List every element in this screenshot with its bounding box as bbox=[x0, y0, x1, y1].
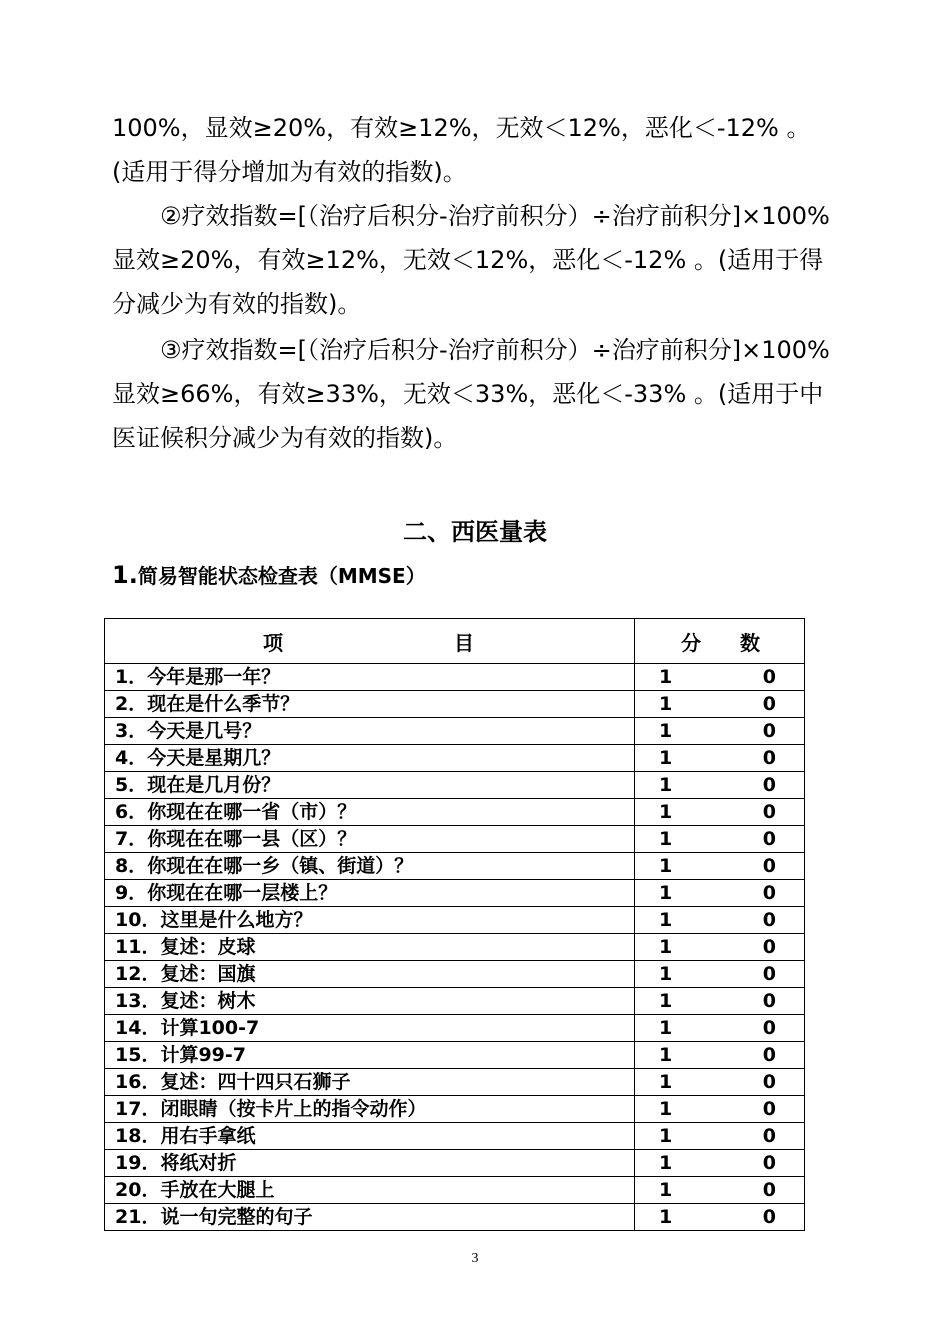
score-zero: 0 bbox=[762, 936, 776, 958]
header-score-char-1: 分 bbox=[681, 630, 701, 655]
item-text: 16．复述：四十四只石狮子 bbox=[115, 1071, 351, 1093]
table-row-item bbox=[105, 691, 634, 718]
score-one: 1 bbox=[659, 693, 673, 715]
header-item-char-2: 目 bbox=[454, 630, 474, 655]
item-text: 20．手放在大腿上 bbox=[115, 1179, 275, 1201]
table-row-item bbox=[105, 853, 634, 880]
section-title: 二、西医量表 bbox=[403, 518, 547, 546]
header-item-cell bbox=[105, 619, 635, 664]
score-one: 1 bbox=[659, 1152, 673, 1174]
table-title-number: 1. bbox=[112, 561, 138, 589]
score-one: 1 bbox=[659, 936, 673, 958]
table-row-item bbox=[105, 1096, 634, 1123]
score-one: 1 bbox=[659, 1179, 673, 1201]
score-one: 1 bbox=[659, 747, 673, 769]
item-text: 11．复述：皮球 bbox=[115, 936, 256, 958]
score-zero: 0 bbox=[762, 774, 776, 796]
score-one: 1 bbox=[659, 1071, 673, 1093]
table-row-scores bbox=[635, 691, 804, 718]
score-one: 1 bbox=[659, 855, 673, 877]
score-zero: 0 bbox=[762, 801, 776, 823]
mmse-table bbox=[104, 618, 805, 1231]
table-row-item bbox=[105, 988, 634, 1015]
item-text: 15．计算99-7 bbox=[115, 1044, 246, 1066]
table-row-scores bbox=[635, 1015, 804, 1042]
item-text: 5．现在是几月份？ bbox=[115, 774, 281, 796]
table-row-item bbox=[105, 718, 634, 745]
table-row-scores bbox=[635, 772, 804, 799]
score-one: 1 bbox=[659, 1125, 673, 1147]
score-zero: 0 bbox=[762, 666, 776, 688]
score-zero: 0 bbox=[762, 1044, 776, 1066]
table-row-scores bbox=[635, 718, 804, 745]
page-number: 3 bbox=[471, 1251, 479, 1266]
score-zero: 0 bbox=[762, 855, 776, 877]
score-one: 1 bbox=[659, 720, 673, 742]
item-text: 4．今天是星期几？ bbox=[115, 747, 281, 769]
item-text: 8．你现在在哪一乡（镇、街道）？ bbox=[115, 855, 414, 877]
score-one: 1 bbox=[659, 801, 673, 823]
item-text: 17．闭眼睛（按卡片上的指令动作） bbox=[115, 1098, 427, 1120]
score-one: 1 bbox=[659, 1098, 673, 1120]
table-row-item bbox=[105, 772, 634, 799]
score-one: 1 bbox=[659, 990, 673, 1012]
table-row-item bbox=[105, 934, 634, 961]
paragraph-efficacy-1: 100%，显效≥20%，有效≥12%，无效＜12%，恶化＜-12% 。(适用于得分增加为有效的指数)。 bbox=[112, 114, 811, 186]
score-zero: 0 bbox=[762, 882, 776, 904]
table-row-item bbox=[105, 664, 634, 691]
item-text: 9．你现在在哪一层楼上？ bbox=[115, 882, 338, 904]
score-zero: 0 bbox=[762, 909, 776, 931]
header-item-char-1: 项 bbox=[263, 630, 283, 655]
table-row-item bbox=[105, 1123, 634, 1150]
table-row-item bbox=[105, 1177, 634, 1204]
table-row-item bbox=[105, 907, 634, 934]
item-text: 13．复述：树木 bbox=[115, 990, 256, 1012]
score-zero: 0 bbox=[762, 1179, 776, 1201]
table-row-scores bbox=[635, 1042, 804, 1069]
table-row-scores bbox=[635, 1177, 804, 1204]
paragraph-efficacy-3: ③疗效指数=[（治疗后积分-治疗前积分）÷治疗前积分]×100%显效≥66%，有效≥33%，无效＜33%，恶化＜-33% 。(适用于中医证候积分减少为有效的指数)。 bbox=[112, 336, 830, 452]
header-score-cell bbox=[635, 619, 805, 664]
table-row-scores bbox=[635, 1150, 804, 1177]
score-zero: 0 bbox=[762, 1017, 776, 1039]
score-zero: 0 bbox=[762, 1098, 776, 1120]
paragraph-efficacy-2: ②疗效指数=[（治疗后积分-治疗前积分）÷治疗前积分]×100%显效≥20%，有效≥12%，无效＜12%，恶化＜-12% 。(适用于得分减少为有效的指数)。 bbox=[112, 202, 830, 318]
score-one: 1 bbox=[659, 882, 673, 904]
table-row-item bbox=[105, 961, 634, 988]
table-row-item bbox=[105, 1042, 634, 1069]
table-row-scores bbox=[635, 880, 804, 907]
score-one: 1 bbox=[659, 774, 673, 796]
item-text: 14．计算100-7 bbox=[115, 1017, 260, 1039]
table-header-row bbox=[105, 619, 805, 664]
table-title bbox=[112, 560, 426, 589]
table-row-scores bbox=[635, 745, 804, 772]
table-row-item bbox=[105, 1204, 634, 1230]
item-text: 18．用右手拿纸 bbox=[115, 1125, 256, 1147]
header-score-char-2: 数 bbox=[740, 630, 760, 655]
table-row-item bbox=[105, 1015, 634, 1042]
table-row-scores bbox=[635, 1069, 804, 1096]
table-row-scores bbox=[635, 988, 804, 1015]
score-zero: 0 bbox=[762, 720, 776, 742]
item-text: 21．说一句完整的句子 bbox=[115, 1206, 313, 1228]
score-one: 1 bbox=[659, 1044, 673, 1066]
table-title-text: 简易智能状态检查表（MMSE） bbox=[137, 564, 426, 588]
table-row-item bbox=[105, 745, 634, 772]
item-text: 19．将纸对折 bbox=[115, 1152, 237, 1174]
table-row-item bbox=[105, 826, 634, 853]
table-row-scores bbox=[635, 799, 804, 826]
table-row-scores bbox=[635, 907, 804, 934]
table-row-scores bbox=[635, 664, 804, 691]
score-one: 1 bbox=[659, 963, 673, 985]
table-row-scores bbox=[635, 1096, 804, 1123]
table-row-item bbox=[105, 880, 634, 907]
score-zero: 0 bbox=[762, 1125, 776, 1147]
score-one: 1 bbox=[659, 828, 673, 850]
item-text: 7．你现在在哪一县（区）？ bbox=[115, 828, 357, 850]
score-zero: 0 bbox=[762, 1206, 776, 1228]
score-zero: 0 bbox=[762, 693, 776, 715]
item-text: 3．今天是几号？ bbox=[115, 720, 262, 742]
table-row-item bbox=[105, 1150, 634, 1177]
table-row-scores bbox=[635, 1123, 804, 1150]
item-text: 2．现在是什么季节？ bbox=[115, 693, 300, 715]
item-text: 12．复述：国旗 bbox=[115, 963, 256, 985]
score-column bbox=[635, 664, 805, 1231]
score-one: 1 bbox=[659, 1017, 673, 1039]
table-row-item bbox=[105, 1069, 634, 1096]
score-zero: 0 bbox=[762, 990, 776, 1012]
score-one: 1 bbox=[659, 666, 673, 688]
score-one: 1 bbox=[659, 909, 673, 931]
table-row-scores bbox=[635, 934, 804, 961]
item-column bbox=[105, 664, 635, 1231]
item-text: 1．今年是那一年？ bbox=[115, 666, 281, 688]
table-row-scores bbox=[635, 826, 804, 853]
table-row-scores bbox=[635, 961, 804, 988]
score-zero: 0 bbox=[762, 1071, 776, 1093]
table-row-scores bbox=[635, 1204, 804, 1230]
score-zero: 0 bbox=[762, 963, 776, 985]
score-zero: 0 bbox=[762, 747, 776, 769]
score-one: 1 bbox=[659, 1206, 673, 1228]
table-row-scores bbox=[635, 853, 804, 880]
score-zero: 0 bbox=[762, 1152, 776, 1174]
score-zero: 0 bbox=[762, 828, 776, 850]
item-text: 6．你现在在哪一省（市）？ bbox=[115, 801, 357, 823]
table-body-row bbox=[105, 664, 805, 1231]
item-text: 10．这里是什么地方？ bbox=[115, 909, 313, 931]
table-row-item bbox=[105, 799, 634, 826]
